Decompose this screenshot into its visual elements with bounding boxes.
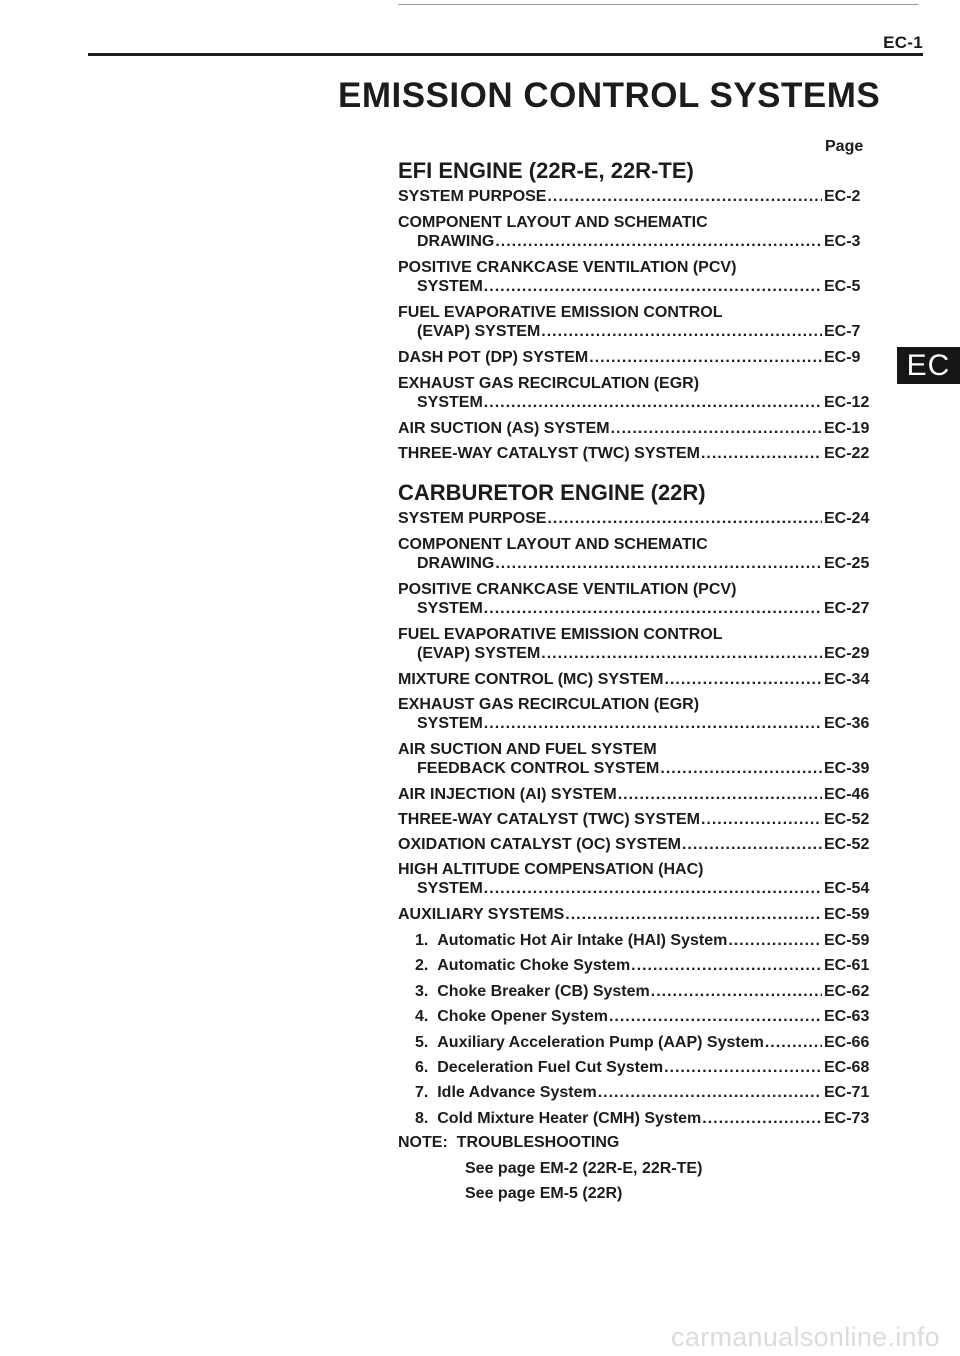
page-ref: EC-54	[824, 880, 870, 897]
toc-sub-entry[interactable]: 4. Choke Opener System ..... EC-63	[415, 1007, 874, 1026]
page-ref: EC-34	[824, 671, 870, 688]
top-faint-rule	[398, 4, 918, 5]
toc-entry[interactable]: OXIDATION CATALYST (OC) SYSTEM ..... EC-52	[398, 835, 874, 854]
page-ref: EC-29	[824, 645, 870, 662]
toc-entry[interactable]: POSITIVE CRANKCASE VENTILATION (PCV) SYSTEM ..... EC-5	[398, 258, 874, 296]
toc-entry[interactable]: SYSTEM PURPOSE ..... EC-2	[398, 187, 874, 206]
toc-entry[interactable]: COMPONENT LAYOUT AND SCHEMATIC DRAWING ..... EC-3	[398, 213, 874, 251]
page-ref: EC-2	[824, 188, 861, 205]
page-ref: EC-62	[824, 983, 870, 1000]
toc-entry[interactable]: EXHAUST GAS RECIRCULATION (EGR) SYSTEM ..... EC-36	[398, 695, 874, 733]
page-title: EMISSION CONTROL SYSTEMS	[338, 76, 881, 115]
page-ref: EC-12	[824, 394, 870, 411]
page-ref: EC-66	[824, 1034, 870, 1051]
page-column-label: Page	[825, 138, 864, 155]
toc-entry[interactable]: AUXILIARY SYSTEMS ..... EC-59	[398, 905, 874, 924]
page-ref: EC-36	[824, 715, 870, 732]
section-heading-carburetor: CARBURETOR ENGINE (22R)	[398, 480, 706, 505]
note-label: NOTE:	[398, 1134, 448, 1151]
page-ref: EC-19	[824, 420, 870, 437]
toc-entry[interactable]: COMPONENT LAYOUT AND SCHEMATIC DRAWING ..... EC-25	[398, 535, 874, 573]
page-ref: EC-59	[824, 932, 870, 949]
toc-sub-entry[interactable]: 1. Automatic Hot Air Intake (HAI) System ..... EC-59	[415, 931, 874, 950]
page-ref: EC-39	[824, 760, 870, 777]
toc-entry[interactable]: AIR INJECTION (AI) SYSTEM ..... EC-46	[398, 785, 874, 804]
page-ref: EC-27	[824, 600, 870, 617]
section-heading-efi: EFI ENGINE (22R-E, 22R-TE)	[398, 158, 694, 183]
page-ref: EC-63	[824, 1008, 870, 1025]
page-ref: EC-52	[824, 811, 870, 828]
toc-entry[interactable]: THREE-WAY CATALYST (TWC) SYSTEM ..... EC-52	[398, 810, 874, 829]
header-rule	[88, 53, 923, 56]
page-number: EC-1	[883, 33, 923, 52]
page-ref: EC-59	[824, 906, 870, 923]
page-ref: EC-5	[824, 278, 861, 295]
toc-sub-entry[interactable]: 5. Auxiliary Acceleration Pump (AAP) System ..... EC-66	[415, 1033, 874, 1052]
page-ref: EC-9	[824, 349, 861, 366]
toc-entry[interactable]: MIXTURE CONTROL (MC) SYSTEM ..... EC-34	[398, 670, 874, 689]
page-ref: EC-25	[824, 555, 870, 572]
toc-entry[interactable]: FUEL EVAPORATIVE EMISSION CONTROL (EVAP) SYSTEM ..... EC-7	[398, 303, 874, 341]
note	[398, 1134, 619, 1152]
note-ref-line[interactable]: See page EM-2 (22R-E, 22R-TE)	[465, 1160, 703, 1177]
page-ref: EC-24	[824, 510, 870, 527]
toc-entry[interactable]: AIR SUCTION AND FUEL SYSTEM FEEDBACK CONTROL SYSTEM ..... EC-39	[398, 740, 874, 778]
toc-entry[interactable]: HIGH ALTITUDE COMPENSATION (HAC) SYSTEM ..... EC-54	[398, 860, 874, 898]
note-title: TROUBLESHOOTING	[456, 1134, 620, 1151]
toc-sub-entry[interactable]: 8. Cold Mixture Heater (CMH) System ..... EC-73	[415, 1109, 874, 1128]
toc-entry[interactable]: AIR SUCTION (AS) SYSTEM ..... EC-19	[398, 419, 874, 438]
toc-entry[interactable]: THREE-WAY CATALYST (TWC) SYSTEM ..... EC-22	[398, 444, 874, 463]
page-ref: EC-68	[824, 1059, 870, 1076]
toc-sub-entry[interactable]: 7. Idle Advance System ..... EC-71	[415, 1083, 874, 1102]
page-ref: EC-3	[824, 233, 861, 250]
page-ref: EC-52	[824, 836, 870, 853]
page-ref: EC-7	[824, 323, 861, 340]
toc-sub-entry[interactable]: 3. Choke Breaker (CB) System ..... EC-62	[415, 982, 874, 1001]
page-ref: EC-61	[824, 957, 870, 974]
toc-entry[interactable]: DASH POT (DP) SYSTEM ..... EC-9	[398, 348, 874, 367]
toc-entry[interactable]: EXHAUST GAS RECIRCULATION (EGR) SYSTEM ..... EC-12	[398, 374, 874, 412]
toc-entry[interactable]: SYSTEM PURPOSE ..... EC-24	[398, 509, 874, 528]
page-ref: EC-73	[824, 1110, 870, 1127]
toc-entry[interactable]: FUEL EVAPORATIVE EMISSION CONTROL (EVAP) SYSTEM ..... EC-29	[398, 625, 874, 663]
watermark: carmanualsonline.info	[671, 1322, 940, 1352]
toc-entry[interactable]: POSITIVE CRANKCASE VENTILATION (PCV) SYSTEM ..... EC-27	[398, 580, 874, 618]
page-ref: EC-71	[824, 1084, 870, 1101]
note-ref-line[interactable]: See page EM-5 (22R)	[465, 1185, 623, 1202]
toc-sub-entry[interactable]: 6. Deceleration Fuel Cut System ..... EC-68	[415, 1058, 874, 1077]
page-ref: EC-22	[824, 445, 870, 462]
page-ref: EC-46	[824, 786, 870, 803]
toc-sub-entry[interactable]: 2. Automatic Choke System ..... EC-61	[415, 956, 874, 975]
section-tab-ec[interactable]: EC	[897, 347, 960, 384]
